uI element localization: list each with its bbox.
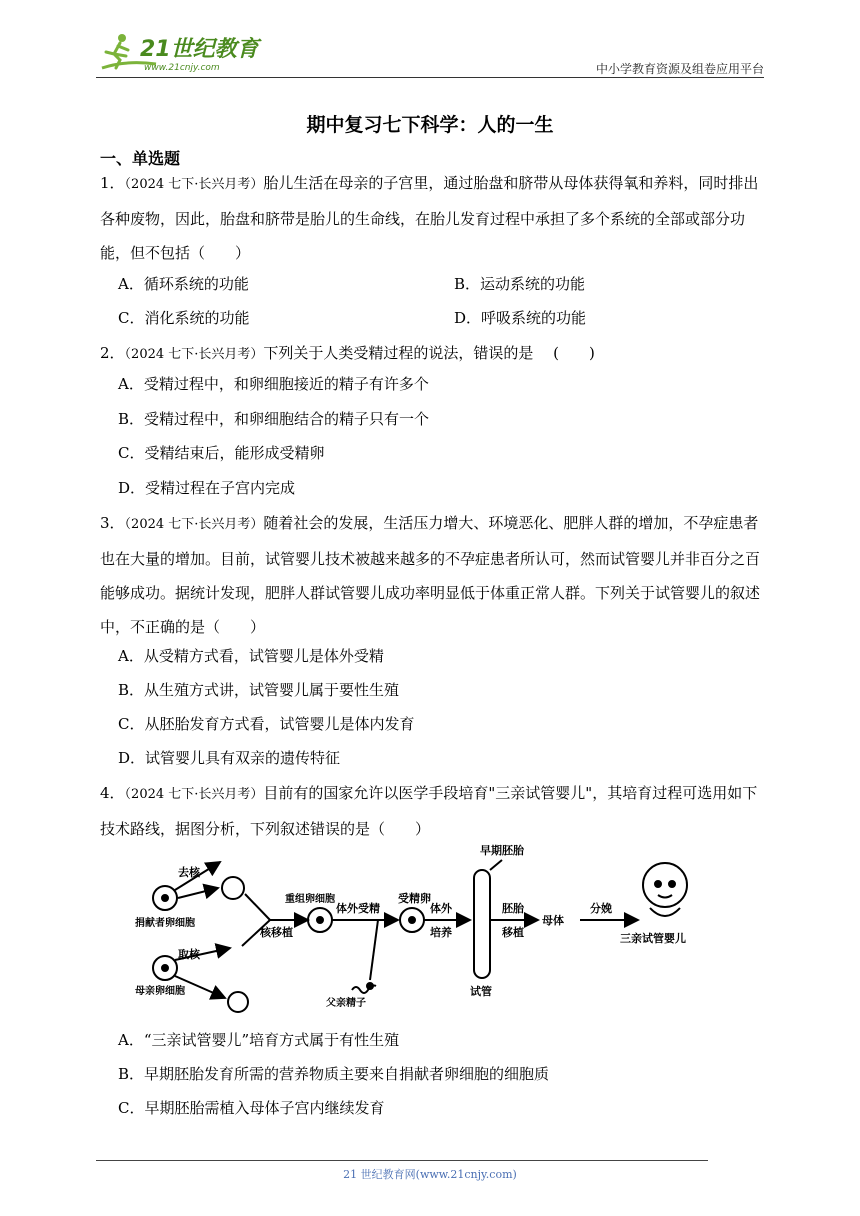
q1-option-d: D．呼吸系统的功能 <box>454 309 587 327</box>
question-source: （2024 七下·长兴月考） <box>124 347 264 362</box>
question-3 <box>100 506 762 644</box>
question-text: 随着社会的发展，生活压力增大、环境恶化、肥胖人群的增加，不孕症患者也在大量的增加。目前，试管婴儿技术被越来越多的不孕症患者所认可，然而试管婴儿并非百分之百能够成功。据统计发现，肥胖人群试管婴儿成功率明显低于体重正常人群。下列关于试管婴儿的叙述中，不正确的是（ ） <box>100 514 761 636</box>
svg-text:核移植: 核移植 <box>260 926 293 939</box>
question-4 <box>100 776 762 846</box>
svg-text:试管: 试管 <box>470 985 492 998</box>
test-tube-icon <box>474 870 490 978</box>
header-divider <box>96 77 764 78</box>
site-logo <box>96 30 266 76</box>
enucleated-egg <box>222 877 244 899</box>
question-text: 目前有的国家允许以医学手段培育"三亲试管婴儿"，其培育过程可选用如下技术路线，据图分析，下列叙述错误的是（ ） <box>100 784 758 838</box>
svg-text:重组卵细胞: 重组卵细胞 <box>285 894 335 905</box>
question-number: 2． <box>100 344 125 362</box>
question-text: 下列关于人类受精过程的说法，错误的是 ( ) <box>263 344 595 362</box>
mother-egg-remainder <box>228 992 248 1012</box>
svg-text:胚胎: 胚胎 <box>502 902 524 915</box>
q4-option-b: B．早期胚胎发育所需的营养物质主要来自捐献者卵细胞的细胞质 <box>118 1065 550 1083</box>
q3-option-d: D．试管婴儿具有双亲的遗传特征 <box>118 749 341 767</box>
diagram-svg <box>130 840 700 1015</box>
q3-option-c: C．从胚胎发育方式看，试管婴儿是体内发育 <box>118 715 415 733</box>
section-heading: 一、单选题 <box>100 149 181 168</box>
question-number: 3． <box>100 514 125 532</box>
question-2 <box>100 336 762 372</box>
svg-text:母亲卵细胞: 母亲卵细胞 <box>135 986 185 997</box>
svg-text:母体: 母体 <box>542 914 564 927</box>
question-source: （2024 七下·长兴月考） <box>124 787 264 802</box>
question-text: 胎儿生活在母亲的子宫里，通过胎盘和脐带从母体获得氧和养料，同时排出各种废物，因此，胎盘和脐带是胎儿的生命线，在胎儿发育过程中承担了多个系统的全部或部分功能，但不包括（ ） <box>100 174 759 262</box>
q2-option-a: A．受精过程中，和卵细胞接近的精子有许多个 <box>118 375 429 393</box>
q1-option-c: C．消化系统的功能 <box>118 309 250 327</box>
question-1 <box>100 166 762 270</box>
header-platform-text: 中小学教育资源及组卷应用平台 <box>595 62 764 76</box>
footer-divider <box>96 1160 708 1161</box>
q3-option-a: A．从受精方式看，试管婴儿是体外受精 <box>118 647 384 665</box>
question-source: （2024 七下·长兴月考） <box>124 517 264 532</box>
svg-text:培养: 培养 <box>430 926 452 939</box>
svg-text:取核: 取核 <box>178 948 200 961</box>
svg-text:早期胚胎: 早期胚胎 <box>480 844 524 857</box>
page-title: 期中复习七下科学：人的一生 <box>306 114 554 136</box>
svg-text:体外受精: 体外受精 <box>336 902 380 915</box>
svg-text:去核: 去核 <box>178 866 200 879</box>
svg-text:分娩: 分娩 <box>590 902 612 915</box>
q1-option-a: A．循环系统的功能 <box>118 275 249 293</box>
question-number: 1． <box>100 174 125 192</box>
svg-text:移植: 移植 <box>502 926 524 939</box>
svg-text:捐献者卵细胞: 捐献者卵细胞 <box>135 918 195 929</box>
q4-option-a: A．“三亲试管婴儿”培育方式属于有性生殖 <box>118 1031 400 1049</box>
q4-option-c: C．早期胚胎需植入母体子宫内继续发育 <box>118 1099 385 1117</box>
svg-text:父亲精子: 父亲精子 <box>326 998 366 1009</box>
q2-option-d: D．受精过程在子宫内完成 <box>118 479 296 497</box>
svg-text:三亲试管婴儿: 三亲试管婴儿 <box>620 932 686 945</box>
svg-text:受精卵: 受精卵 <box>398 892 431 905</box>
q3-option-b: B．从生殖方式讲，试管婴儿属于要性生殖 <box>118 681 400 699</box>
question-source: （2024 七下·长兴月考） <box>124 177 264 192</box>
page-footer: 21 世纪教育网(www.21cnjy.com) <box>343 1168 517 1181</box>
q1-option-b: B．运动系统的功能 <box>454 275 586 293</box>
ivf-process-diagram <box>130 840 700 1015</box>
question-number: 4． <box>100 784 125 802</box>
q2-option-c: C．受精结束后，能形成受精卵 <box>118 444 325 462</box>
logo-text: 21世纪教育 <box>140 37 259 62</box>
page-header <box>96 30 764 82</box>
logo-url: www.21cnjy.com <box>144 63 220 73</box>
baby-icon <box>643 863 687 907</box>
q2-option-b: B．受精过程中，和卵细胞结合的精子只有一个 <box>118 410 430 428</box>
running-man-logo-icon <box>96 30 266 76</box>
svg-text:体外: 体外 <box>430 902 452 915</box>
